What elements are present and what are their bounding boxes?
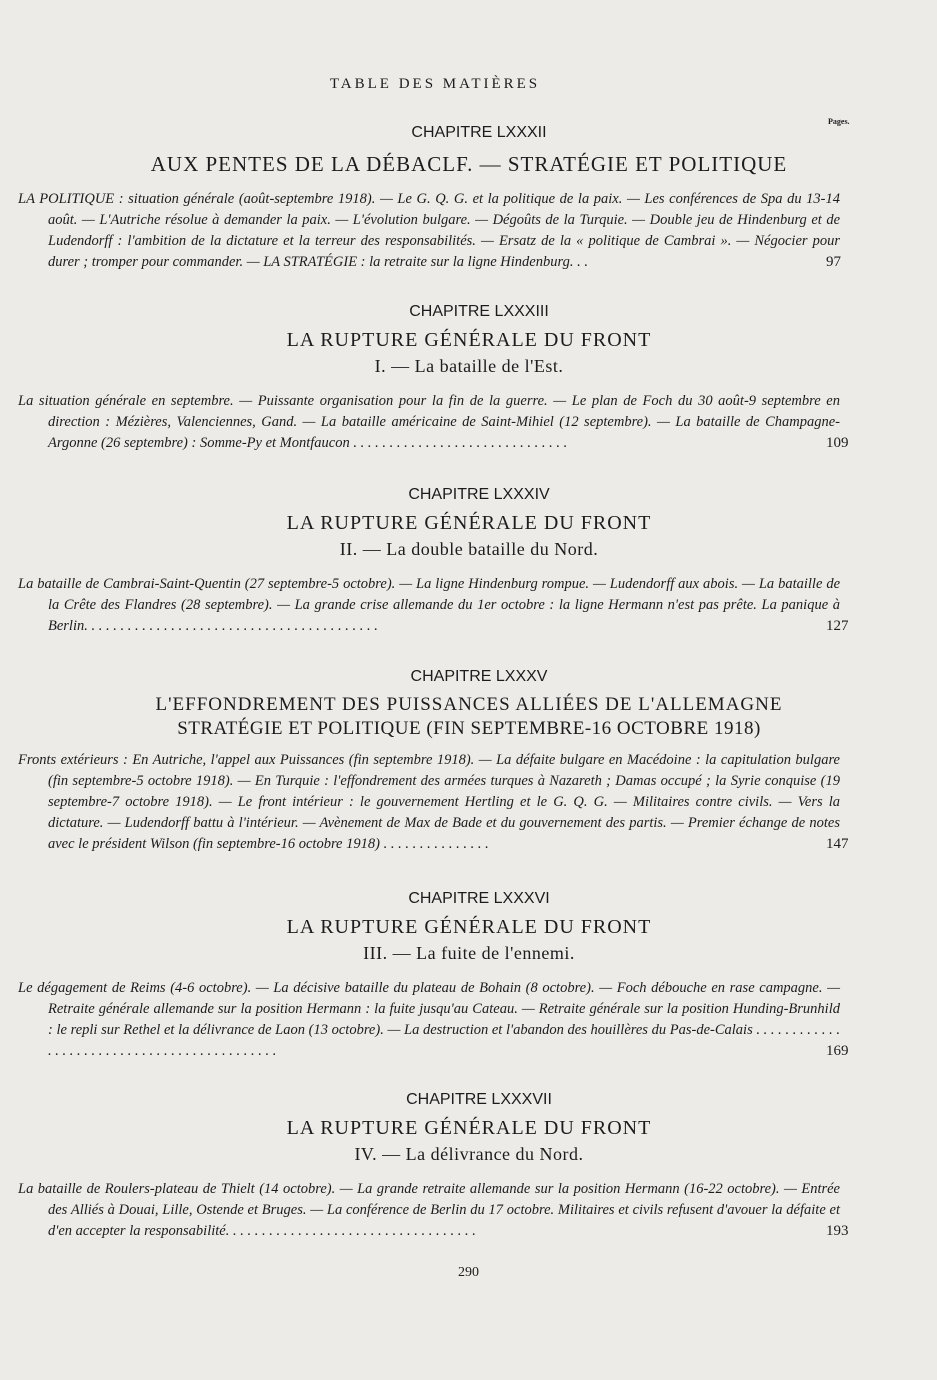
chapter-summary: La situation générale en septembre. — Puissante organisation pour la fin de la guerre. — Le plan de Foch du 30 août-9 septembre en direction : Mézières, Valenciennes, Gand. — La bataille américaine de Saint-Mihiel (12 septembre). — La bataille de Champagne-Argonne (26 septembre) : Somme-Py et Montfaucon . . . . . . . . . . . . . . . . . . . . . . . . . . . . . . 109 xyxy=(18,393,849,451)
running-head: TABLE DES MATIÈRES xyxy=(329,76,541,92)
chapter-number: CHAPITRE LXXXVII xyxy=(406,1091,552,1108)
chapter-subtitle: II. — La double bataille du Nord. xyxy=(339,539,599,559)
chapter-entry xyxy=(18,124,840,273)
chapter-summary-text: La bataille de Cambrai-Saint-Quentin (27 septembre-5 octobre). — La ligne Hindenburg rompue. — Ludendorff aux abois. — La bataille de la Crête des Flandres (28 septembre). — La grande crise allemande du 1er octobre : la ligne Hermann n'est pas prête. La panique à Berlin. . . . . . . . . . . . . . . . . . . . . . . . . . . . . . . . . . . . . . . . . xyxy=(18,576,840,634)
chapter-number: CHAPITRE LXXXVI xyxy=(408,890,550,907)
chapter-entry xyxy=(18,1091,849,1242)
chapter-number: CHAPITRE LXXXV xyxy=(410,668,548,685)
chapter-subtitle: III. — La fuite de l'ennemi. xyxy=(363,943,575,963)
chapter-title: LA RUPTURE GÉNÉRALE DU FRONT xyxy=(286,512,652,534)
chapter-subtitle: I. — La bataille de l'Est. xyxy=(374,356,564,376)
chapter-entry xyxy=(18,303,849,454)
chapter-title: AUX PENTES DE LA DÉBACLF. — STRATÉGIE ET POLITIQUE xyxy=(150,152,788,176)
chapter-summary: La bataille de Roulers-plateau de Thielt (14 octobre). — La grande retraite allemande sur la position Hermann (16-22 octobre). — Entrée des Alliés à Douai, Lille, Ostende et Bruges. — La conférence de Berlin du 17 octobre. Militaires et civils refusent d'avouer la défaite et d'en accepter la responsabilité. . . . . . . . . . . . . . . . . . . . . . . . . . . . . . . . . . . 193 xyxy=(18,1181,849,1239)
chapter-entry xyxy=(18,486,849,637)
chapter-entry xyxy=(18,890,849,1062)
chapter-number: CHAPITRE LXXXIV xyxy=(408,486,550,503)
chapter-number: CHAPITRE LXXXII xyxy=(411,124,547,141)
page-number: 290 xyxy=(458,1265,479,1280)
pages-column-label: Pages. xyxy=(828,117,850,126)
chapter-number: CHAPITRE LXXXIII xyxy=(409,303,549,320)
chapter-summary: LA POLITIQUE : situation générale (août-septembre 1918). — Le G. Q. G. et la politique de la paix. — Les conférences de Spa du 13-14 août. — L'Autriche résolue à demander la paix. — L'évolution bulgare. — Dégoûts de la Turquie. — Double jeu de Hindenburg et de Ludendorff : l'ambition de la dictature et la terreur des responsabilités. — Ersatz de la « politique de Cambrai ». — Négocier pour durer ; tromper pour commander. — LA STRATÉGIE : la retraite sur la ligne Hindenburg. . . 97 xyxy=(18,191,841,270)
chapter-summary-text: La situation générale en septembre. — Puissante organisation pour la fin de la guerre. — Le plan de Foch du 30 août-9 septembre en direction : Mézières, Valenciennes, Gand. — La bataille américaine de Saint-Mihiel (12 septembre). — La bataille de Champagne-Argonne (26 septembre) : Somme-Py et Montfaucon . . . . . . . . . . . . . . . . . . . . . . . . . . . . . . xyxy=(18,393,840,451)
chapter-subtitle: STRATÉGIE ET POLITIQUE (FIN SEPTEMBRE-16 OCTOBRE 1918) xyxy=(177,718,761,739)
chapter-summary: La bataille de Cambrai-Saint-Quentin (27 septembre-5 octobre). — La ligne Hindenburg rompue. — Ludendorff aux abois. — La bataille de la Crête des Flandres (28 septembre). — La grande crise allemande du 1er octobre : la ligne Hermann n'est pas prête. La panique à Berlin. . . . . . . . . . . . . . . . . . . . . . . . . . . . . . . . . . . . . . . . . 127 xyxy=(18,576,849,634)
chapter-summary: Fronts extérieurs : En Autriche, l'appel aux Puissances (fin septembre 1918). — La défaite bulgare en Macédoine : la capitulation bulgare (fin septembre-5 octobre 1918). — En Turquie : l'effondrement des armées turques à Nazareth ; Damas occupé ; la Syrie conquise (19 septembre-7 octobre 1918). — Le front intérieur : le gouvernement Hertling et le G. Q. G. — Militaires contre civils. — Vers la dictature. — Ludendorff battu à l'intérieur. — Avènement de Max de Bade et du gouvernement des partis. — Premier échange de notes avec le président Wilson (fin septembre-16 octobre 1918) . . . . . . . . . . . . . . . 147 xyxy=(18,752,849,852)
chapter-summary-text: Fronts extérieurs : En Autriche, l'appel aux Puissances (fin septembre 1918). — La défaite bulgare en Macédoine : la capitulation bulgare (fin septembre-5 octobre 1918). — En Turquie : l'effondrement des armées turques à Nazareth ; Damas occupé ; la Syrie conquise (19 septembre-7 octobre 1918). — Le front intérieur : le gouvernement Hertling et le G. Q. G. — Militaires contre civils. — Vers la dictature. — Ludendorff battu à l'intérieur. — Avènement de Max de Bade et du gouvernement des partis. — Premier échange de notes avec le président Wilson (fin septembre-16 octobre 1918) . . . . . . . . . . . . . . . xyxy=(18,752,840,852)
chapter-subtitle: IV. — La délivrance du Nord. xyxy=(354,1144,584,1164)
chapter-summary-text: LA POLITIQUE : situation générale (août-septembre 1918). — Le G. Q. G. et la politique de la paix. — Les conférences de Spa du 13-14 août. — L'Autriche résolue à demander la paix. — L'évolution bulgare. — Dégoûts de la Turquie. — Double jeu de Hindenburg et de Ludendorff : l'ambition de la dictature et la terreur des responsabilités. — Ersatz de la « politique de Cambrai ». — Négocier pour durer ; tromper pour commander. — LA STRATÉGIE : la retraite sur la ligne Hindenburg. . . xyxy=(18,191,840,270)
chapter-summary: Le dégagement de Reims (4-6 octobre). — La décisive bataille du plateau de Bohain (8 octobre). — Foch débouche en rase campagne. — Retraite générale allemande sur la position Hermann : la fuite jusqu'au Cateau. — Retraite générale sur la position Hunding-Brunhild : le repli sur Rethel et la délivrance de Laon (13 octobre). — La destruction et l'abandon des houillères du Pas-de-Calais . . . . . . . . . . . . . . . . . . . . . . . . . . . . . . . . . . . . . . . . . . . . 169 xyxy=(18,980,849,1059)
chapter-title: LA RUPTURE GÉNÉRALE DU FRONT xyxy=(286,916,652,938)
chapter-title: L'EFFONDREMENT DES PUISSANCES ALLIÉES DE L'ALLEMAGNE xyxy=(155,694,783,715)
chapter-title: LA RUPTURE GÉNÉRALE DU FRONT xyxy=(286,1117,652,1139)
chapter-title: LA RUPTURE GÉNÉRALE DU FRONT xyxy=(286,329,652,351)
chapter-entry xyxy=(18,668,849,855)
chapter-summary-text: La bataille de Roulers-plateau de Thielt (14 octobre). — La grande retraite allemande sur la position Hermann (16-22 octobre). — Entrée des Alliés à Douai, Lille, Ostende et Bruges. — La conférence de Berlin du 17 octobre. Militaires et civils refusent d'avouer la défaite et d'en accepter la responsabilité. . . . . . . . . . . . . . . . . . . . . . . . . . . . . . . . . . . xyxy=(18,1181,840,1239)
chapter-summary-text: Le dégagement de Reims (4-6 octobre). — La décisive bataille du plateau de Bohain (8 octobre). — Foch débouche en rase campagne. — Retraite générale allemande sur la position Hermann : la fuite jusqu'au Cateau. — Retraite générale sur la position Hunding-Brunhild : le repli sur Rethel et la délivrance de Laon (13 octobre). — La destruction et l'abandon des houillères du Pas-de-Calais . . . . . . . . . . . . . . . . . . . . . . . . . . . . . . . . . . . . . . . . . . . . xyxy=(18,980,840,1059)
